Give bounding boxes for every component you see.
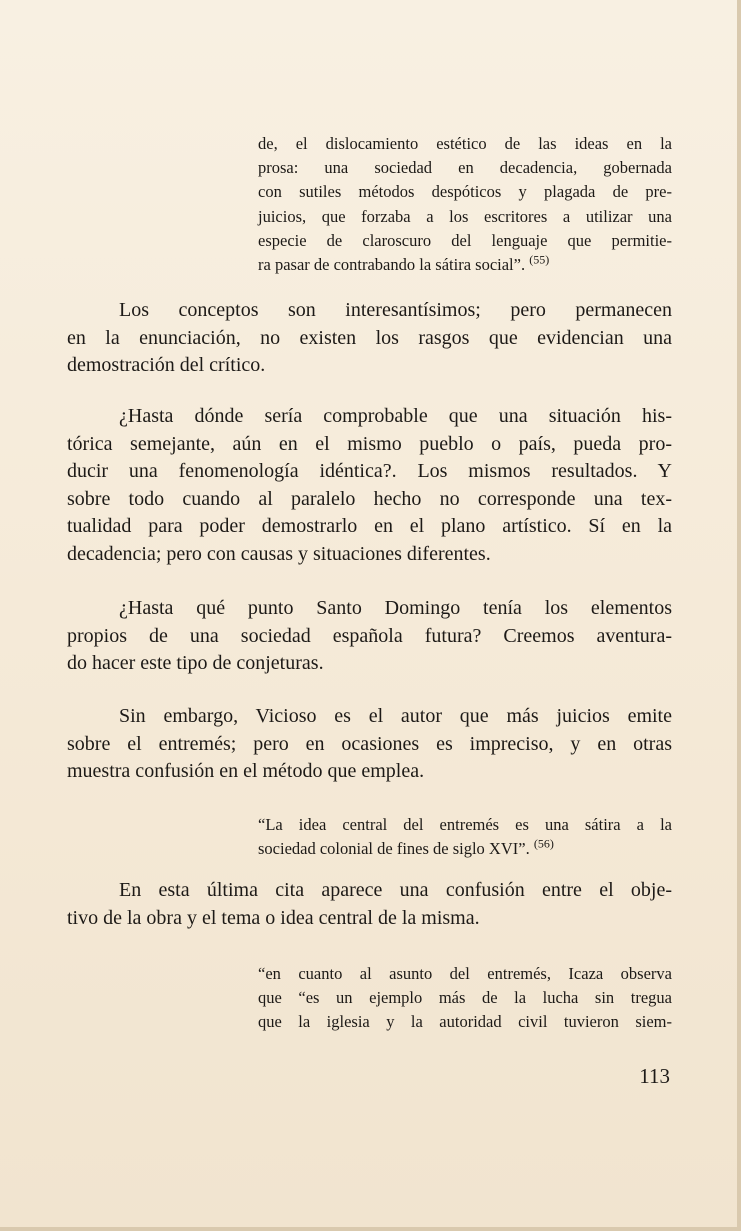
block-quote (258, 132, 672, 277)
paragraph-line: tivo de la obra y el tema o idea central de la misma. (67, 906, 480, 929)
paragraph-line: demostración del crítico. (67, 354, 266, 376)
paragraph-line: En esta última cita aparece una confusión entre el obje- (119, 879, 672, 901)
block-quote (258, 813, 672, 861)
paragraph (67, 877, 672, 932)
paragraph-line: muestra confusión en el método que emplea. (67, 760, 425, 782)
footnote-reference: (56) (533, 836, 554, 851)
quote-line: “La idea central del entremés es una sátira a la (258, 815, 672, 834)
quote-line: con sutiles métodos despóticos y plagada de pre- (258, 182, 672, 202)
quote-line (258, 253, 672, 277)
paragraph (67, 403, 672, 568)
quote-line: “en cuanto al asunto del entremés, Icaza observa (258, 964, 672, 983)
paragraph-line: propios de una sociedad española futura? Creemos aventura- (67, 624, 672, 647)
quote-line: especie de claroscuro del lenguaje que permitie- (258, 230, 672, 250)
paragraph-line: tualidad para poder demostrarlo en el plano artístico. Sí en la (67, 515, 672, 537)
quote-line: juicios, que forzaba a los escritores a utilizar una (258, 206, 672, 226)
quote-text: sociedad colonial de fines de siglo XVI”. (258, 839, 530, 859)
paragraph (67, 595, 672, 678)
paragraph-line: tórica semejante, aún en el mismo pueblo o país, pueda pro- (67, 432, 672, 455)
paragraph-line: do hacer este tipo de conjeturas. (67, 652, 324, 674)
page-edge-right (737, 0, 741, 1231)
paragraph-line: ¿Hasta dónde sería comprobable que una situación his- (119, 405, 672, 427)
quote-line: de, el dislocamiento estético de las ideas en la (258, 134, 672, 153)
quote-line: que “es un ejemplo más de la lucha sin tregua (258, 988, 672, 1008)
paragraph-line: Los conceptos son interesantísimos; pero permanecen (119, 299, 672, 321)
paragraph (67, 703, 672, 786)
paragraph (67, 297, 672, 380)
quote-line: prosa: una sociedad en decadencia, gobernada (258, 158, 672, 178)
paragraph-line: sobre el entremés; pero en ocasiones es impreciso, y en otras (67, 732, 672, 755)
quote-text: ra pasar de contrabando la sátira social”. (258, 255, 526, 275)
paragraph-line: Sin embargo, Vicioso es el autor que más juicios emite (119, 705, 672, 727)
paragraph-line: ¿Hasta qué punto Santo Domingo tenía los elementos (119, 597, 672, 619)
page-number: 113 (639, 1064, 670, 1088)
paragraph-line: en la enunciación, no existen los rasgos que evidencian una (67, 326, 672, 349)
paragraph-line: sobre todo cuando al paralelo hecho no corresponde una tex- (67, 487, 672, 510)
quote-line (258, 837, 672, 861)
paragraph-line: decadencia; pero con causas y situaciones diferentes. (67, 542, 491, 565)
footnote-reference: (55) (529, 252, 550, 267)
paragraph-line: ducir una fenomenología idéntica?. Los mismos resultados. Y (67, 460, 672, 482)
block-quote (258, 962, 672, 1035)
page-edge-bottom (0, 1227, 741, 1231)
quote-line: que la iglesia y la autoridad civil tuvieron siem- (258, 1012, 672, 1032)
